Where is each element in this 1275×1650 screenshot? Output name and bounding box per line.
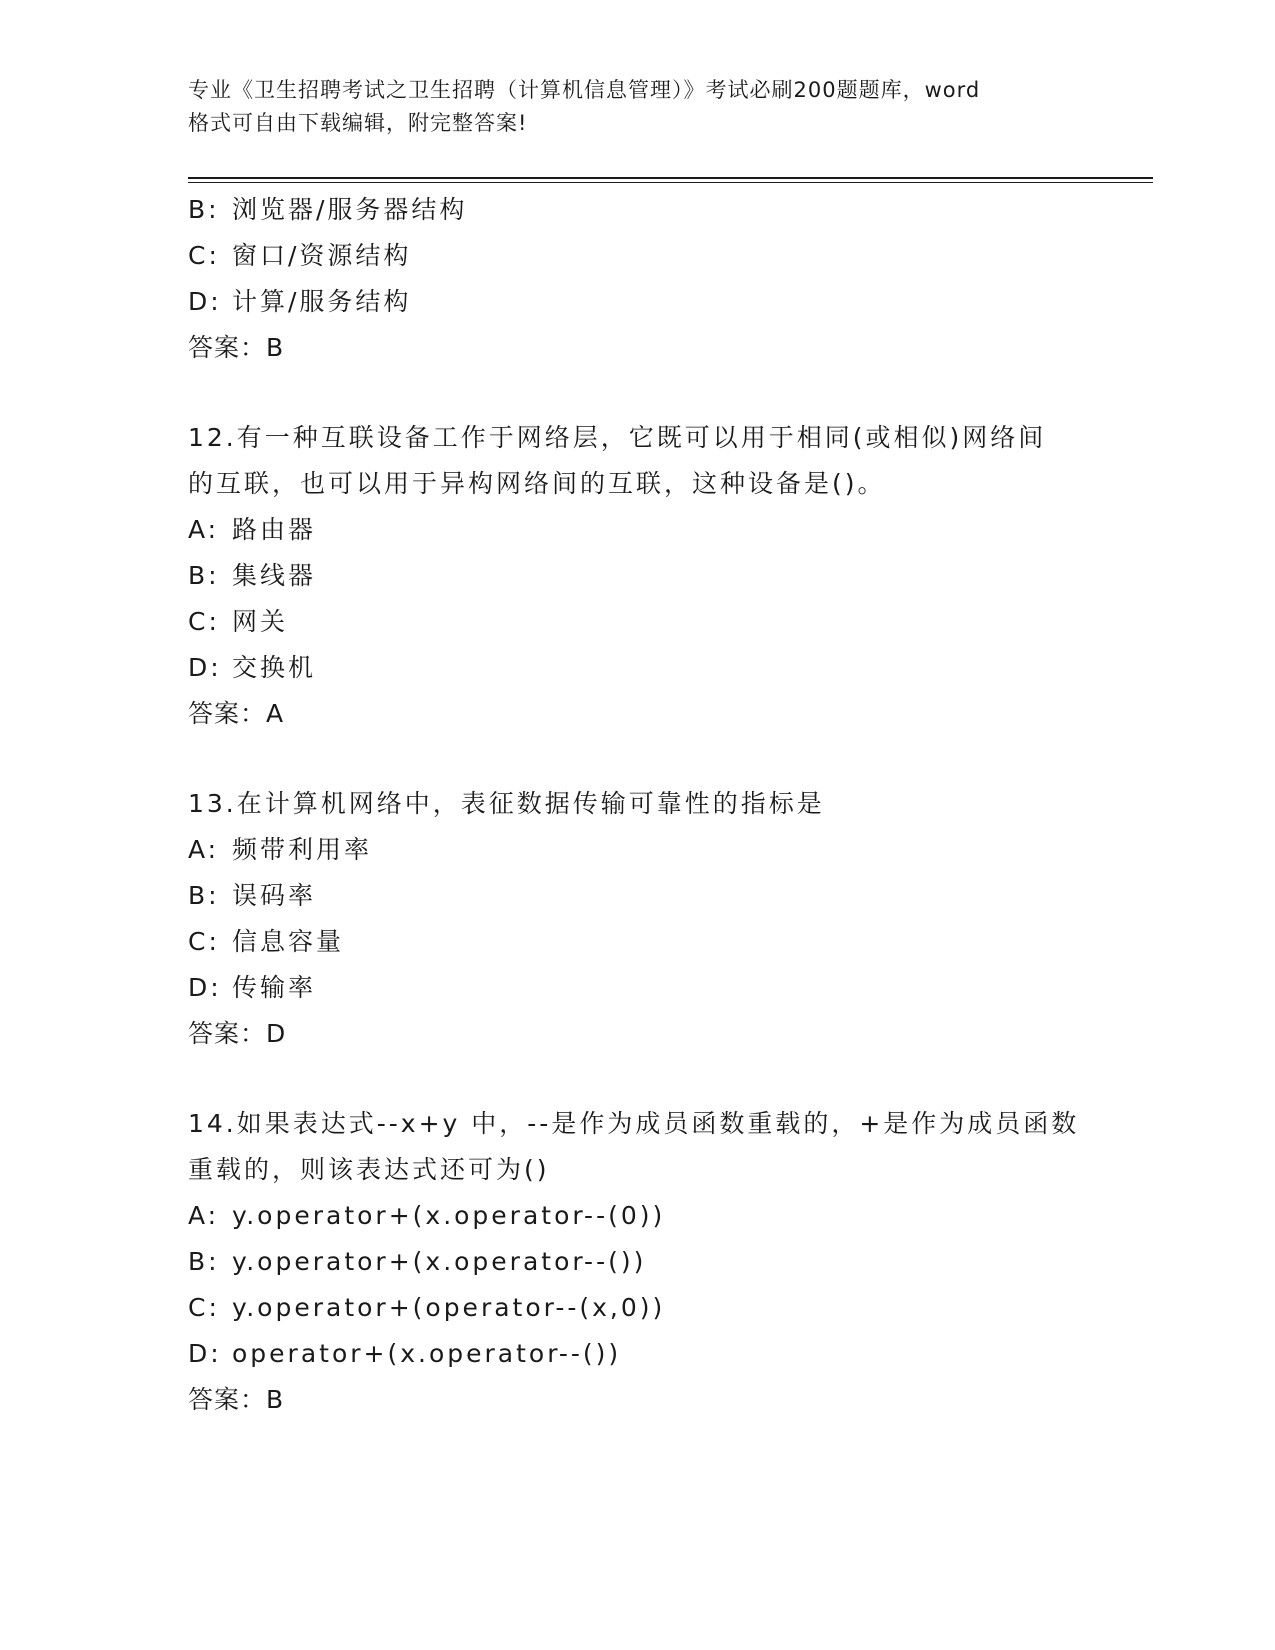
option-text: 浏览器/服务器结构 (232, 195, 468, 224)
option-b (188, 1239, 1088, 1285)
option-text: 路由器 (232, 515, 317, 544)
option-c (188, 233, 1088, 279)
option-key: C: (188, 607, 220, 636)
answer-line: 答案：B (188, 333, 285, 362)
spacer (188, 737, 1088, 781)
option-key: A: (188, 835, 220, 864)
question-stem-line: 12.有一种互联设备工作于网络层，它既可以用于相同(或相似)网络间 (188, 423, 1047, 452)
header-rule-thick (188, 177, 1153, 179)
spacer (188, 1057, 1088, 1101)
option-key: D: (188, 287, 222, 316)
option-text: y.operator+(x.operator--()) (232, 1247, 647, 1276)
option-key: B: (188, 1247, 220, 1276)
option-key: C: (188, 1293, 220, 1322)
option-text: 窗口/资源结构 (232, 241, 412, 270)
question-content (188, 187, 1088, 1423)
option-a (188, 507, 1088, 553)
option-text: 误码率 (232, 881, 317, 910)
option-d (188, 645, 1088, 691)
answer-line: 答案：D (188, 1019, 287, 1048)
option-text: 信息容量 (232, 927, 345, 956)
answer-line: 答案：A (188, 699, 285, 728)
option-a (188, 827, 1088, 873)
option-text: y.operator+(operator--(x,0)) (232, 1293, 666, 1322)
option-key: B: (188, 195, 220, 224)
option-key: A: (188, 515, 220, 544)
option-d (188, 279, 1088, 325)
option-key: C: (188, 927, 220, 956)
option-text: 频带利用率 (232, 835, 373, 864)
spacer (188, 371, 1088, 415)
question-14 (188, 1101, 1088, 1423)
document-header (188, 74, 1088, 140)
question-stem-line: 重载的，则该表达式还可为() (188, 1155, 550, 1184)
option-b (188, 553, 1088, 599)
question-12 (188, 415, 1088, 737)
option-key: A: (188, 1201, 220, 1230)
option-c (188, 919, 1088, 965)
option-text: 传输率 (232, 973, 317, 1002)
answer-line: 答案：B (188, 1385, 285, 1414)
header-line-1: 专业《卫生招聘考试之卫生招聘（计算机信息管理）》考试必刷200题题库，word (188, 78, 981, 102)
question-continuation (188, 187, 1088, 371)
question-stem-line: 的互联，也可以用于异构网络间的互联，这种设备是()。 (188, 469, 886, 498)
option-key: C: (188, 241, 220, 270)
option-text: 网关 (232, 607, 289, 636)
option-text: operator+(x.operator--()) (232, 1339, 622, 1368)
option-text: 计算/服务结构 (232, 287, 412, 316)
option-text: 集线器 (232, 561, 317, 590)
option-key: D: (188, 973, 222, 1002)
option-key: B: (188, 881, 220, 910)
header-rule-thin (188, 182, 1153, 183)
question-stem-line: 14.如果表达式--x+y 中，--是作为成员函数重载的，+是作为成员函数 (188, 1109, 1080, 1138)
question-stem-line: 13.在计算机网络中，表征数据传输可靠性的指标是 (188, 789, 825, 818)
question-13 (188, 781, 1088, 1057)
option-text: 交换机 (232, 653, 317, 682)
option-key: D: (188, 653, 222, 682)
option-a (188, 1193, 1088, 1239)
option-b (188, 187, 1088, 233)
option-d (188, 1331, 1088, 1377)
option-d (188, 965, 1088, 1011)
option-key: D: (188, 1339, 222, 1368)
option-text: y.operator+(x.operator--(0)) (232, 1201, 666, 1230)
option-key: B: (188, 561, 220, 590)
option-c (188, 1285, 1088, 1331)
header-line-2: 格式可自由下载编辑，附完整答案! (188, 111, 528, 135)
option-b (188, 873, 1088, 919)
option-c (188, 599, 1088, 645)
